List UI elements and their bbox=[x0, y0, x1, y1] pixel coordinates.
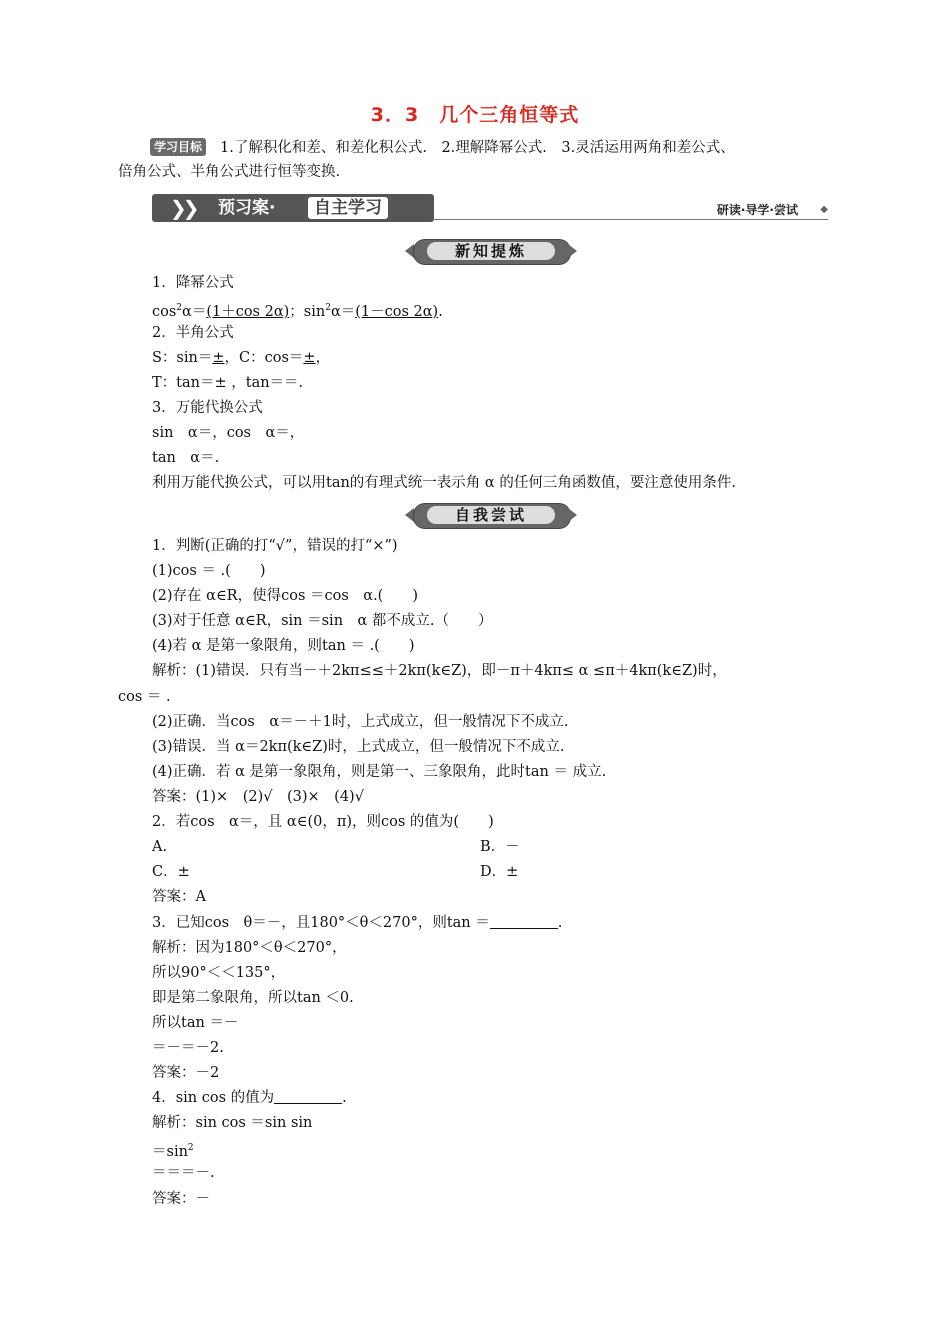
solution-1-line-2: cos ＝ . bbox=[118, 689, 171, 705]
objectives-text-1: 1.了解积化和差、和差化积公式. 2.理解降幂公式. 3.灵活运用两角和差公式、 bbox=[220, 140, 735, 156]
solution-1-line-4: (3)错误．当 α＝2kπ(k∈Z)时，上式成立，但一般情况下不成立. bbox=[152, 739, 565, 755]
answer-3: 答案：－2 bbox=[152, 1065, 220, 1081]
answer-4: 答案：－ bbox=[152, 1191, 210, 1207]
heading-power-reduction: 1．降幂公式 bbox=[152, 275, 234, 291]
banner-label-self-study: 自主学习 bbox=[308, 197, 388, 219]
banner-label-preview: 预习案· bbox=[218, 198, 276, 218]
formula-half-angle-t: T：tan＝± ，tan＝＝. bbox=[152, 375, 304, 391]
answer-2: 答案：A bbox=[152, 889, 206, 905]
question-1: 1．判断(正确的打“√”，错误的打“×”) bbox=[152, 538, 398, 554]
diamond-icon: ◆ bbox=[820, 204, 828, 215]
solution-1-line-1: 解析：(1)错误．只有当－＋2kπ≤≤＋2kπ(k∈Z)，即－π＋4kπ≤ α ≤π＋4kπ(k∈Z)时， bbox=[152, 663, 727, 679]
question-1-part-4: (4)若 α 是第一象限角，则tan ＝ .( ) bbox=[152, 638, 415, 654]
tag-new-knowledge: 新知提炼 bbox=[405, 237, 577, 265]
question-4: 4．sin cos 的值为 . bbox=[152, 1090, 347, 1106]
question-1-part-1: (1)cos ＝ .( ) bbox=[152, 563, 266, 579]
answer-blank bbox=[490, 914, 558, 929]
objectives-text-2: 倍角公式、半角公式进行恒等变换. bbox=[118, 164, 341, 180]
formula-power-reduction: $\cos^2\alpha=(1+\cos$ 2α)；$\sin^2\alpha=(1-\cos$ 2α). bbox=[152, 303, 443, 320]
solution-4-line-2: $=\sin^2$ bbox=[152, 1143, 194, 1160]
solution-3-line-3: 即是第二象限角，所以tan ＜0. bbox=[152, 990, 354, 1006]
solution-1-line-5: (4)正确．若 α 是第一象限角，则是第一、三象限角，此时tan ＝ 成立. bbox=[152, 764, 607, 780]
formula-half-angle-sc: S：sin＝±，C：cos＝±， bbox=[152, 350, 331, 366]
question-1-part-2: (2)存在 α∈R，使得cos ＝cos α.( ) bbox=[152, 588, 418, 604]
solution-3-line-4: 所以tan ＝－ bbox=[152, 1015, 239, 1031]
note-universal-sub: 利用万能代换公式，可以用tan的有理式统一表示角 α 的任何三角函数值，要注意使用条件. bbox=[152, 475, 736, 491]
option-c: C．± bbox=[152, 864, 190, 880]
option-b: B．－ bbox=[480, 839, 520, 855]
formula-universal-sin-cos: sin α＝，cos α＝， bbox=[152, 425, 305, 441]
heading-half-angle: 2．半角公式 bbox=[152, 325, 234, 341]
solution-3-line-1: 解析：因为180°＜θ＜270°， bbox=[152, 940, 347, 956]
double-chevron-icon: ❯❯ bbox=[170, 196, 196, 220]
question-1-part-3: (3)对于任意 α∈R，sin ＝sin α 都不成立.（ ） bbox=[152, 613, 493, 629]
banner-divider bbox=[434, 219, 828, 220]
option-a: A. bbox=[152, 839, 168, 855]
solution-1-line-3: (2)正确．当cos α＝－＋1时，上式成立，但一般情况下不成立. bbox=[152, 714, 569, 730]
tag-self-test: 自我尝试 bbox=[405, 501, 577, 529]
heading-universal-sub: 3．万能代换公式 bbox=[152, 400, 263, 416]
question-3: 3．已知cos θ＝－，且180°＜θ＜270°，则tan ＝ . bbox=[152, 915, 563, 931]
section-banner bbox=[152, 192, 828, 226]
answer-1: 答案：(1)× (2)√ (3)× (4)√ bbox=[152, 789, 364, 805]
solution-4-line-3: ＝＝＝－. bbox=[152, 1165, 215, 1181]
page-title: 3．3 几个三角恒等式 bbox=[370, 104, 580, 126]
formula-universal-tan: tan α＝. bbox=[152, 450, 220, 466]
question-2: 2．若cos α＝，且 α∈(0，π)，则cos 的值为( ) bbox=[152, 814, 494, 830]
learning-objectives bbox=[118, 136, 838, 184]
solution-3-line-5: ＝－＝－2. bbox=[152, 1040, 224, 1056]
option-d: D．± bbox=[480, 864, 519, 880]
solution-3-line-2: 所以90°＜＜135°， bbox=[152, 965, 286, 981]
objectives-badge: 学习目标 bbox=[150, 138, 206, 156]
banner-subtitle: 研读·导学·尝试 bbox=[716, 203, 798, 217]
answer-blank bbox=[274, 1089, 342, 1104]
solution-4-line-1: 解析：sin cos ＝sin sin bbox=[152, 1115, 313, 1131]
